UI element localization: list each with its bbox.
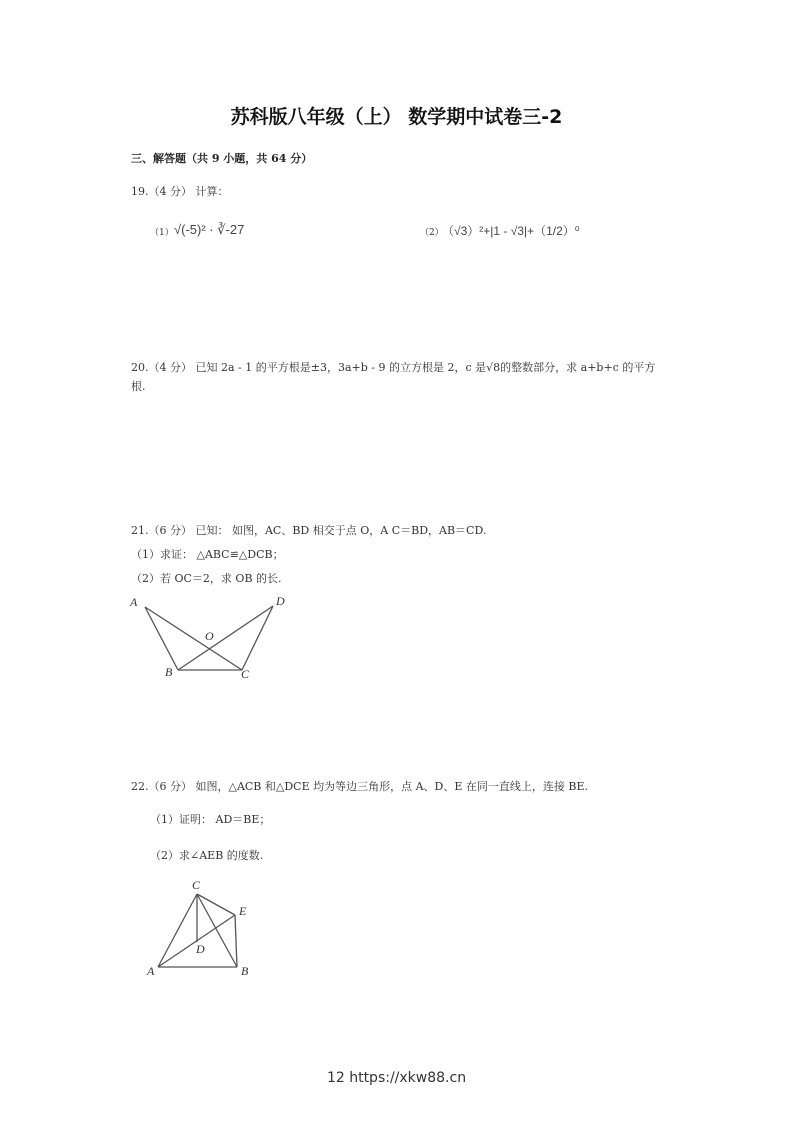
section-heading: 三、解答题（共 9 小题，共 64 分） [131,152,313,165]
q22-label-e: E [239,904,247,918]
q21-label-o: O [205,629,214,643]
q22-label-b: B [241,964,249,978]
q20-line2: 根. [131,380,146,393]
q22-figure [158,894,237,967]
q21-part2: （2）若 OC＝2，求 OB 的长. [131,572,282,585]
q22-part1: （1）证明： AD＝BE； [150,813,271,826]
q19-part2-label: （2） [420,228,444,238]
q21-label-c: C [241,667,250,681]
q19-part1-label: （1） [150,228,174,238]
q21-heading: 21.（6 分） 已知： 如图，AC、BD 相交于点 O，A C＝BD，AB＝CD. [131,524,487,537]
q21-label-d: D [276,594,285,608]
page-footer: 12 https://xkw88.cn [326,1070,467,1086]
q22-part2: （2）求∠AEB 的度数. [150,849,264,862]
page-title: 苏科版八年级（上） 数学期中试卷三-2 [230,106,563,128]
q22-label-a: A [147,964,155,978]
q21-part1: （1）求证： △ABC≌△DCB； [131,548,284,561]
q22-label-d: D [196,942,205,956]
q21-label-a: A [130,595,138,609]
q19-part2-expression: （√3）²+|1 - √3|+（1/2）⁰ [442,224,580,238]
q22-label-c: C [192,878,201,892]
q21-label-b: B [165,665,173,679]
q19-heading: 19.（4 分） 计算： [131,185,229,198]
q19-part1-expression: √(-5)² · ∛-27 [174,222,245,237]
q22-heading: 22.（6 分） 如图，△ACB 和△DCE 均为等边三角形，点 A、D、E 在同一直线上，连接 BE. [131,780,588,793]
q20-line1: 20.（4 分） 已知 2a - 1 的平方根是±3，3a+b - 9 的立方根是 2，c 是√8的整数部分，求 a+b+c 的平方 [131,361,656,374]
